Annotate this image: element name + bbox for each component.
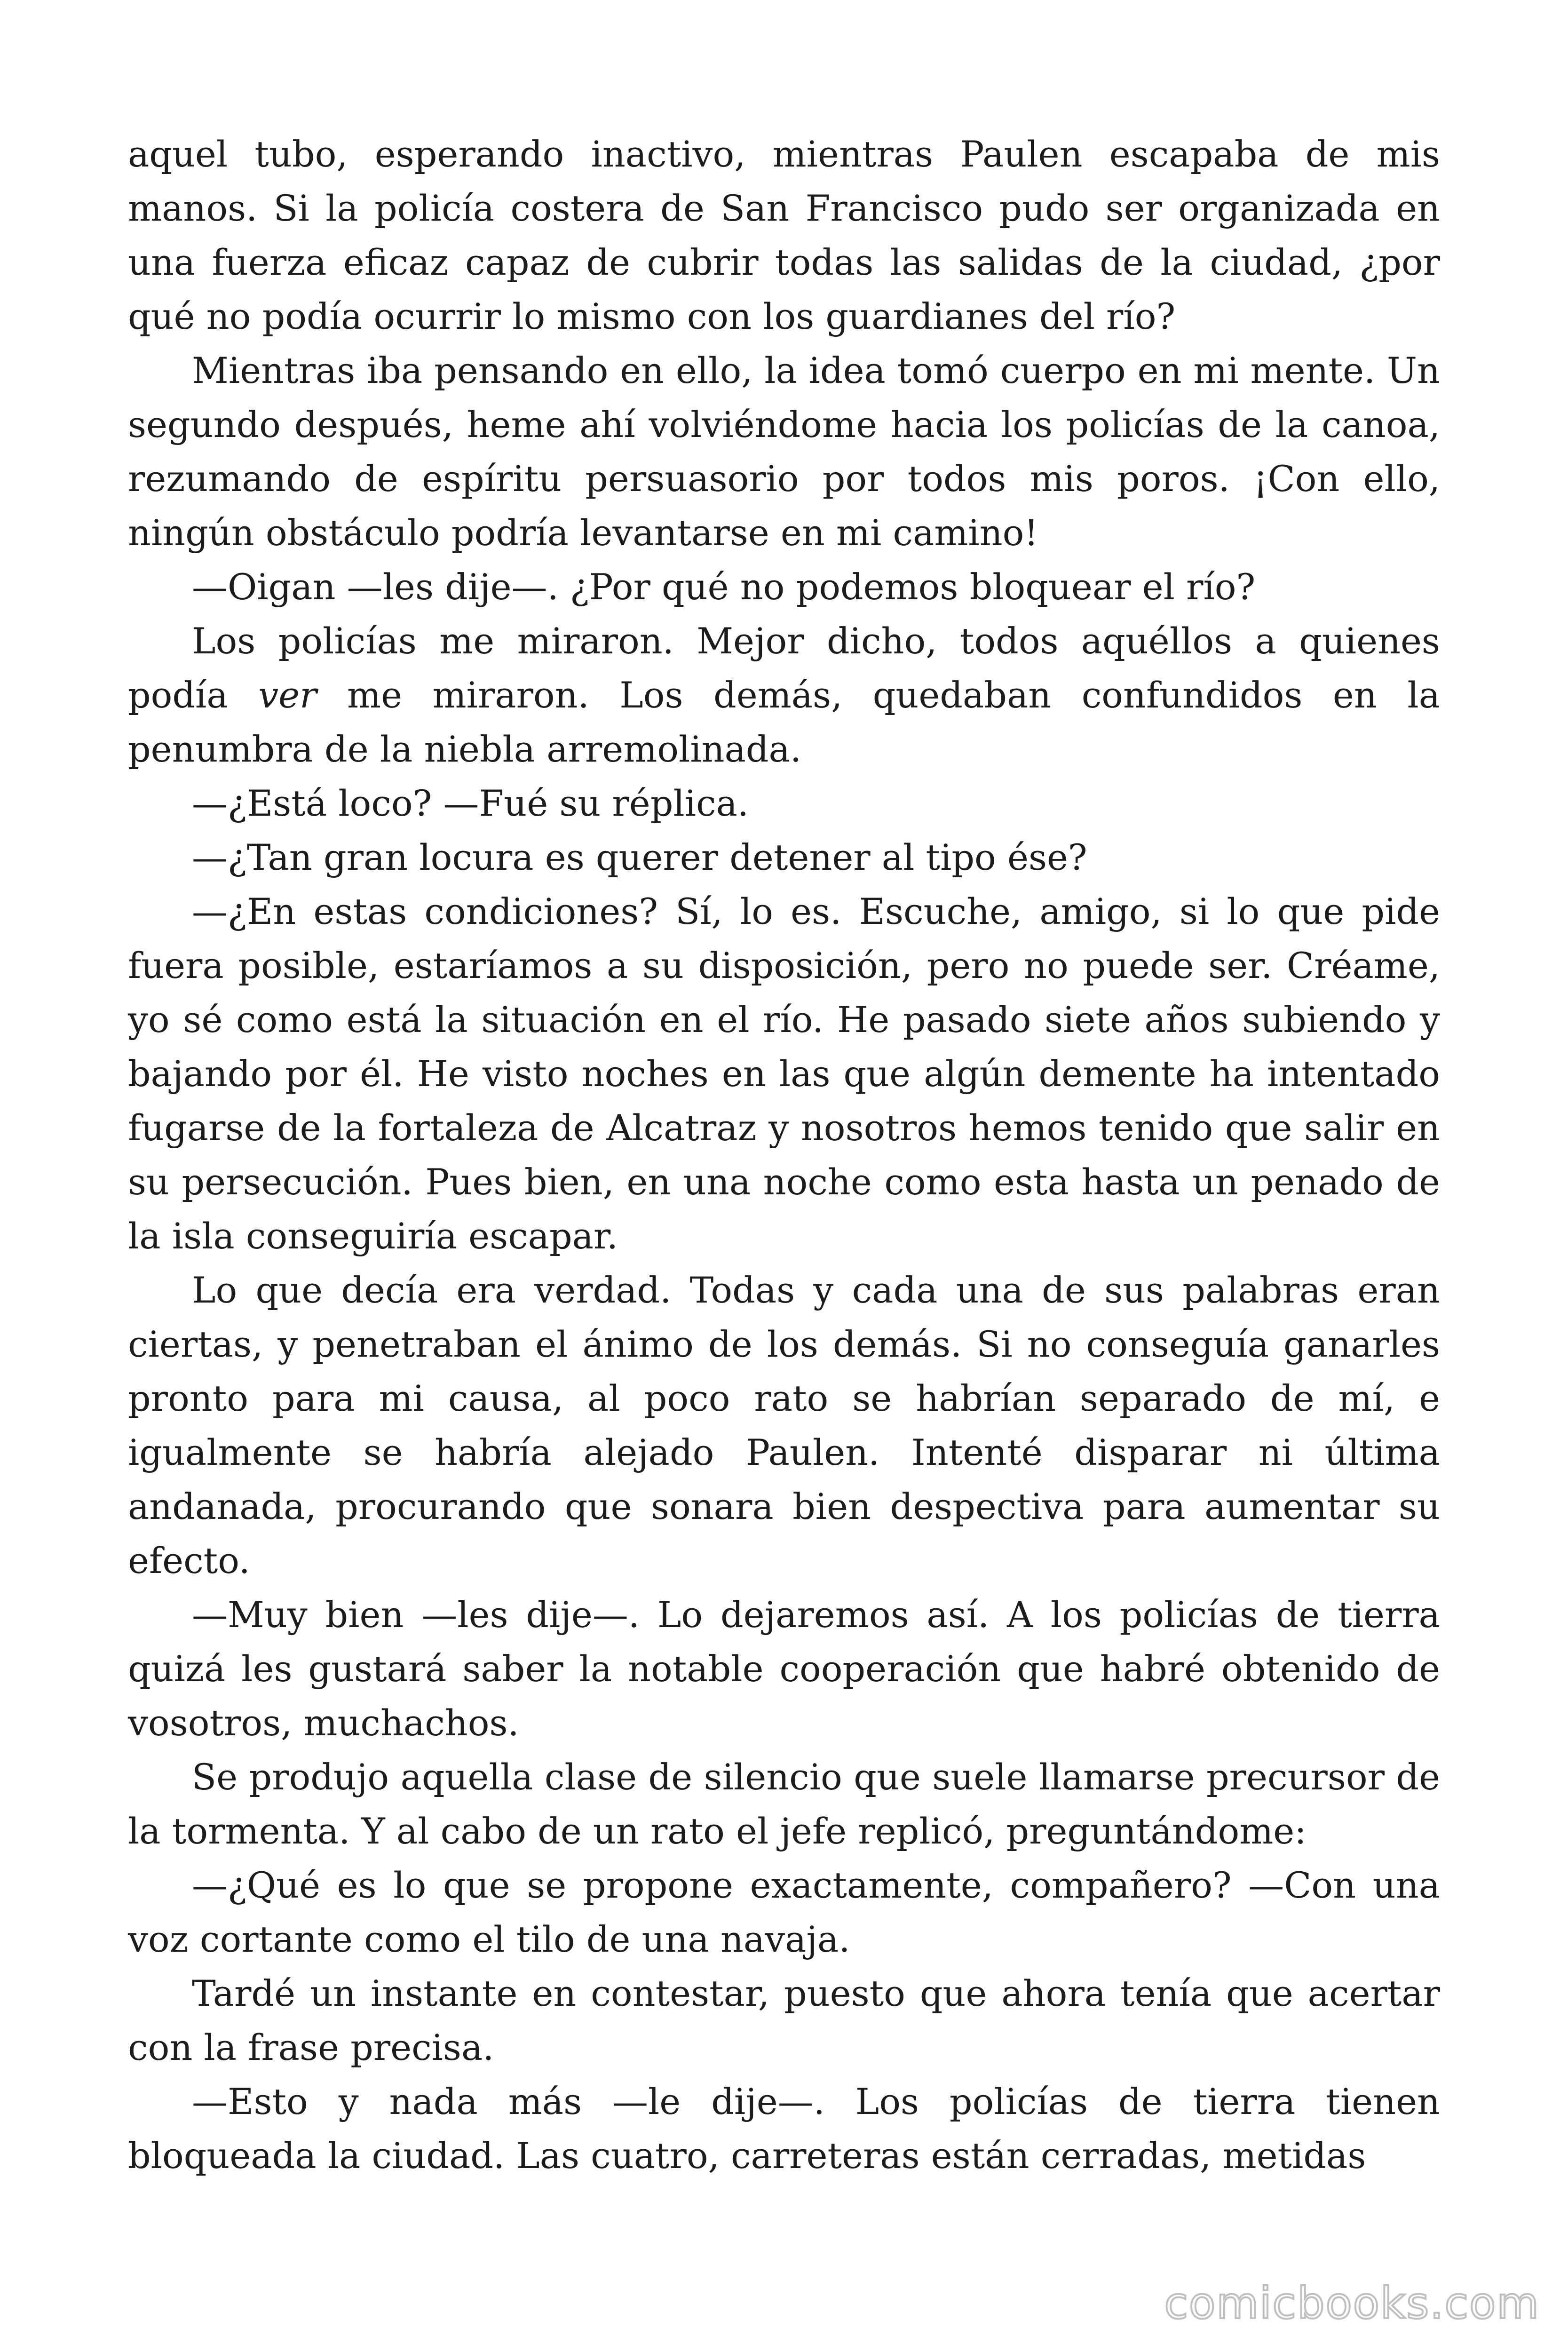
paragraph-3: —Oigan —les dije—. ¿Por qué no podemos bloquear el río? (192, 566, 1256, 608)
paragraph-8: Lo que decía era verdad. Todas y cada una de sus palabras eran ciertas, y penetraban el ánimo de los demás. Si no conseguía ganarles pronto para mi causa, al poco rato se habrían separado de mí, e igualmente se habría alejado Paulen. Intenté disparar ni última andanada, procurando que sonara bien despectiva para aumentar su efecto. (128, 1269, 1440, 1581)
paragraph-4 (128, 614, 1440, 776)
paragraph-1: aquel tubo, esperando inactivo, mientras Paulen escapaba de mis manos. Si la policía costera de San Francisco pudo ser organizada en una fuerza eficaz capaz de cubrir todas las salidas de la ciudad, ¿por qué no podía ocurrir lo mismo con los guardianes del río? (128, 133, 1440, 337)
paragraph-11: —¿Qué es lo que se propone exactamente, compañero? —Con una voz cortante como el tilo de una navaja. (128, 1864, 1440, 1960)
paragraph-7: —¿En estas condiciones? Sí, lo es. Escuche, amigo, si lo que pide fuera posible, estaríamos a su disposición, pero no puede ser. Créame, yo sé como está la situación en el río. He pasado siete años subiendo y bajando por él. He visto noches en las que algún demente ha intentado fugarse de la fortaleza de Alcatraz y nosotros hemos tenido que salir en su persecución. Pues bien, en una noche como esta hasta un penado de la isla conseguiría escapar. (128, 890, 1440, 1257)
book-page-text (128, 127, 1440, 2183)
paragraph-9: —Muy bien —les dije—. Lo dejaremos así. A los policías de tierra quizá les gustará saber la notable cooperación que habré obtenido de vosotros, muchachos. (128, 1594, 1440, 1744)
emphasis-ver: ver (258, 674, 317, 716)
paragraph-12: Tardé un instante en contestar, puesto que ahora tenía que acertar con la frase precisa. (128, 1972, 1440, 2068)
paragraph-4-before: Los policías me miraron. Mejor dicho, todos aquéllos a quienes podía (128, 620, 1440, 716)
paragraph-2: Mientras iba pensando en ello, la idea tomó cuerpo en mi mente. Un segundo después, heme ahí volviéndome hacia los policías de la canoa, rezumando de espíritu persuasorio por todos mis poros. ¡Con ello, ningún obstáculo podría levantarse en mi camino! (128, 350, 1440, 554)
paragraph-13: —Esto y nada más —le dije—. Los policías de tierra tienen bloqueada la ciudad. Las cuatro, carreteras están cerradas, metidas (128, 2081, 1440, 2177)
paragraph-4-after: me miraron. Los demás, quedaban confundidos en la penumbra de la niebla arremolinada. (128, 674, 1440, 770)
paragraph-5: —¿Está loco? —Fué su réplica. (192, 782, 749, 824)
paragraph-6: —¿Tan gran locura es querer detener al tipo ése? (192, 836, 1087, 878)
paragraph-10: Se produjo aquella clase de silencio que suele llamarse precursor de la tormenta. Y al cabo de un rato el jefe replicó, preguntándome: (128, 1756, 1440, 1852)
watermark: comicbooks.com (1164, 2278, 1540, 2328)
